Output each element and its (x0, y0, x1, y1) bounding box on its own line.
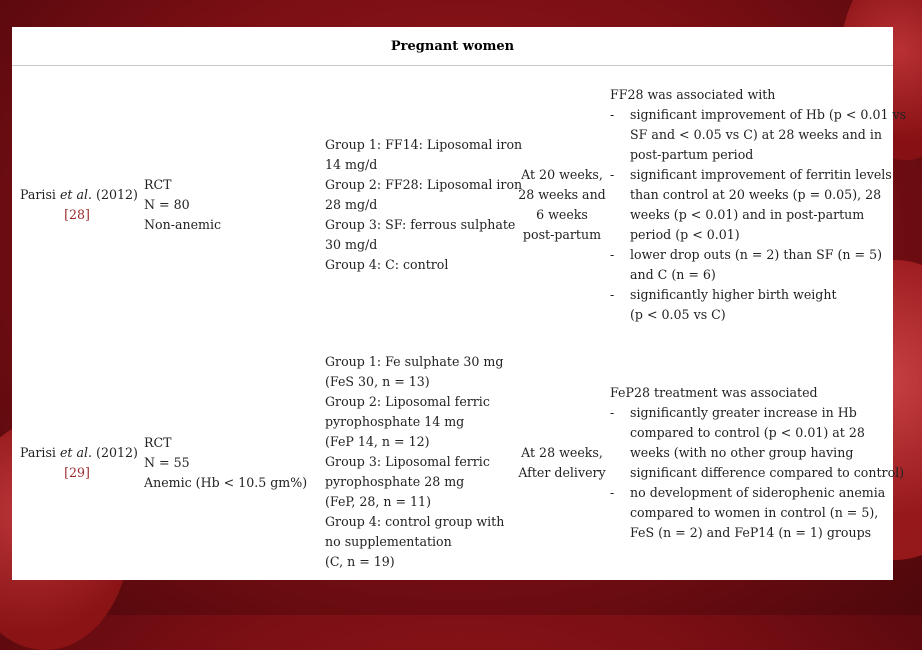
design-cell (144, 433, 307, 493)
author-etal: et al. (59, 187, 93, 202)
group-line: 28 mg/d (325, 197, 378, 212)
design-line: Anemic (Hb < 10.5 gm%) (144, 475, 308, 490)
table-panel (12, 27, 907, 580)
group-line: no supplementation (325, 534, 452, 549)
timing-line: After delivery (518, 465, 606, 480)
group-line: Group 1: FF14: Liposomal iron (325, 137, 523, 152)
group-line: Group 4: C: control (325, 257, 449, 272)
group-line: Group 3: SF: ferrous sulphate (325, 217, 516, 232)
author-cell (20, 443, 138, 483)
timing-cell (512, 443, 612, 483)
results-item: - significantly greater increase in Hb compared to control (p < 0.01) at 28 weeks (with no other group having significant difference compared to control) (610, 403, 904, 483)
group-line: (FeP, 28, n = 11) (325, 494, 431, 509)
author-year: (2012) (92, 187, 138, 202)
results-cell (610, 383, 904, 543)
group-line: Group 3: Liposomal ferric (325, 454, 490, 469)
group-line: pyrophosphate 14 mg (325, 414, 465, 429)
design-cell (144, 175, 221, 235)
timing-line: At 20 weeks, (521, 167, 603, 182)
group-line: Group 2: FF28: Liposomal iron (325, 177, 523, 192)
author-year: (2012) (92, 445, 138, 460)
group-line: Group 4: control group with (325, 514, 505, 529)
timing-line: post-partum (522, 227, 602, 242)
timing-cell (512, 165, 612, 245)
author-cell (20, 185, 138, 225)
design-line: RCT (144, 177, 172, 192)
group-line: Group 2: Liposomal ferric (325, 394, 490, 409)
reference-link[interactable]: [28] (64, 207, 90, 222)
group-line: Group 1: Fe sulphate 30 mg (325, 354, 504, 369)
group-line: 30 mg/d (325, 237, 378, 252)
group-line: (FeS 30, n = 13) (325, 374, 430, 389)
author-name: Parisi (20, 187, 60, 202)
group-line: (FeP 14, n = 12) (325, 434, 430, 449)
results-item: - lower drop outs (n = 2) than SF (n = 5) and C (n = 6) (610, 245, 906, 285)
results-item: - significantly higher birth weight (p < 0.05 vs C) (610, 285, 906, 325)
results-item: - significant improvement of Hb (p < 0.01 vs SF and < 0.05 vs C) at 28 weeks and in post-partum period (610, 105, 906, 165)
author-name: Parisi (20, 445, 60, 460)
reference-link[interactable]: [29] (64, 465, 90, 480)
timing-line: 6 weeks (536, 207, 588, 222)
table-header: Pregnant women (12, 27, 893, 66)
results-item: - no development of siderophenic anemia compared to women in control (n = 5), FeS (n = 2) and FeP14 (n = 1) groups (610, 483, 904, 543)
group-line: 14 mg/d (325, 157, 378, 172)
timing-line: At 28 weeks, (521, 445, 603, 460)
design-line: N = 80 (144, 197, 190, 212)
results-cell (610, 85, 906, 325)
author-etal: et al. (59, 445, 93, 460)
timing-line: 28 weeks and (518, 187, 606, 202)
design-line: N = 55 (144, 455, 190, 470)
design-line: Non-anemic (144, 217, 222, 232)
group-line: (C, n = 19) (325, 554, 395, 569)
results-lead: FeP28 treatment was associated (610, 385, 818, 400)
results-lead: FF28 was associated with (610, 87, 776, 102)
group-line: pyrophosphate 28 mg (325, 474, 465, 489)
groups-cell (325, 135, 522, 275)
results-item: - significant improvement of ferritin levels than control at 20 weeks (p = 0.05), 28 weeks (p < 0.01) and in post-partum period (p < 0.01) (610, 165, 906, 245)
design-line: RCT (144, 435, 172, 450)
groups-cell (325, 352, 504, 572)
